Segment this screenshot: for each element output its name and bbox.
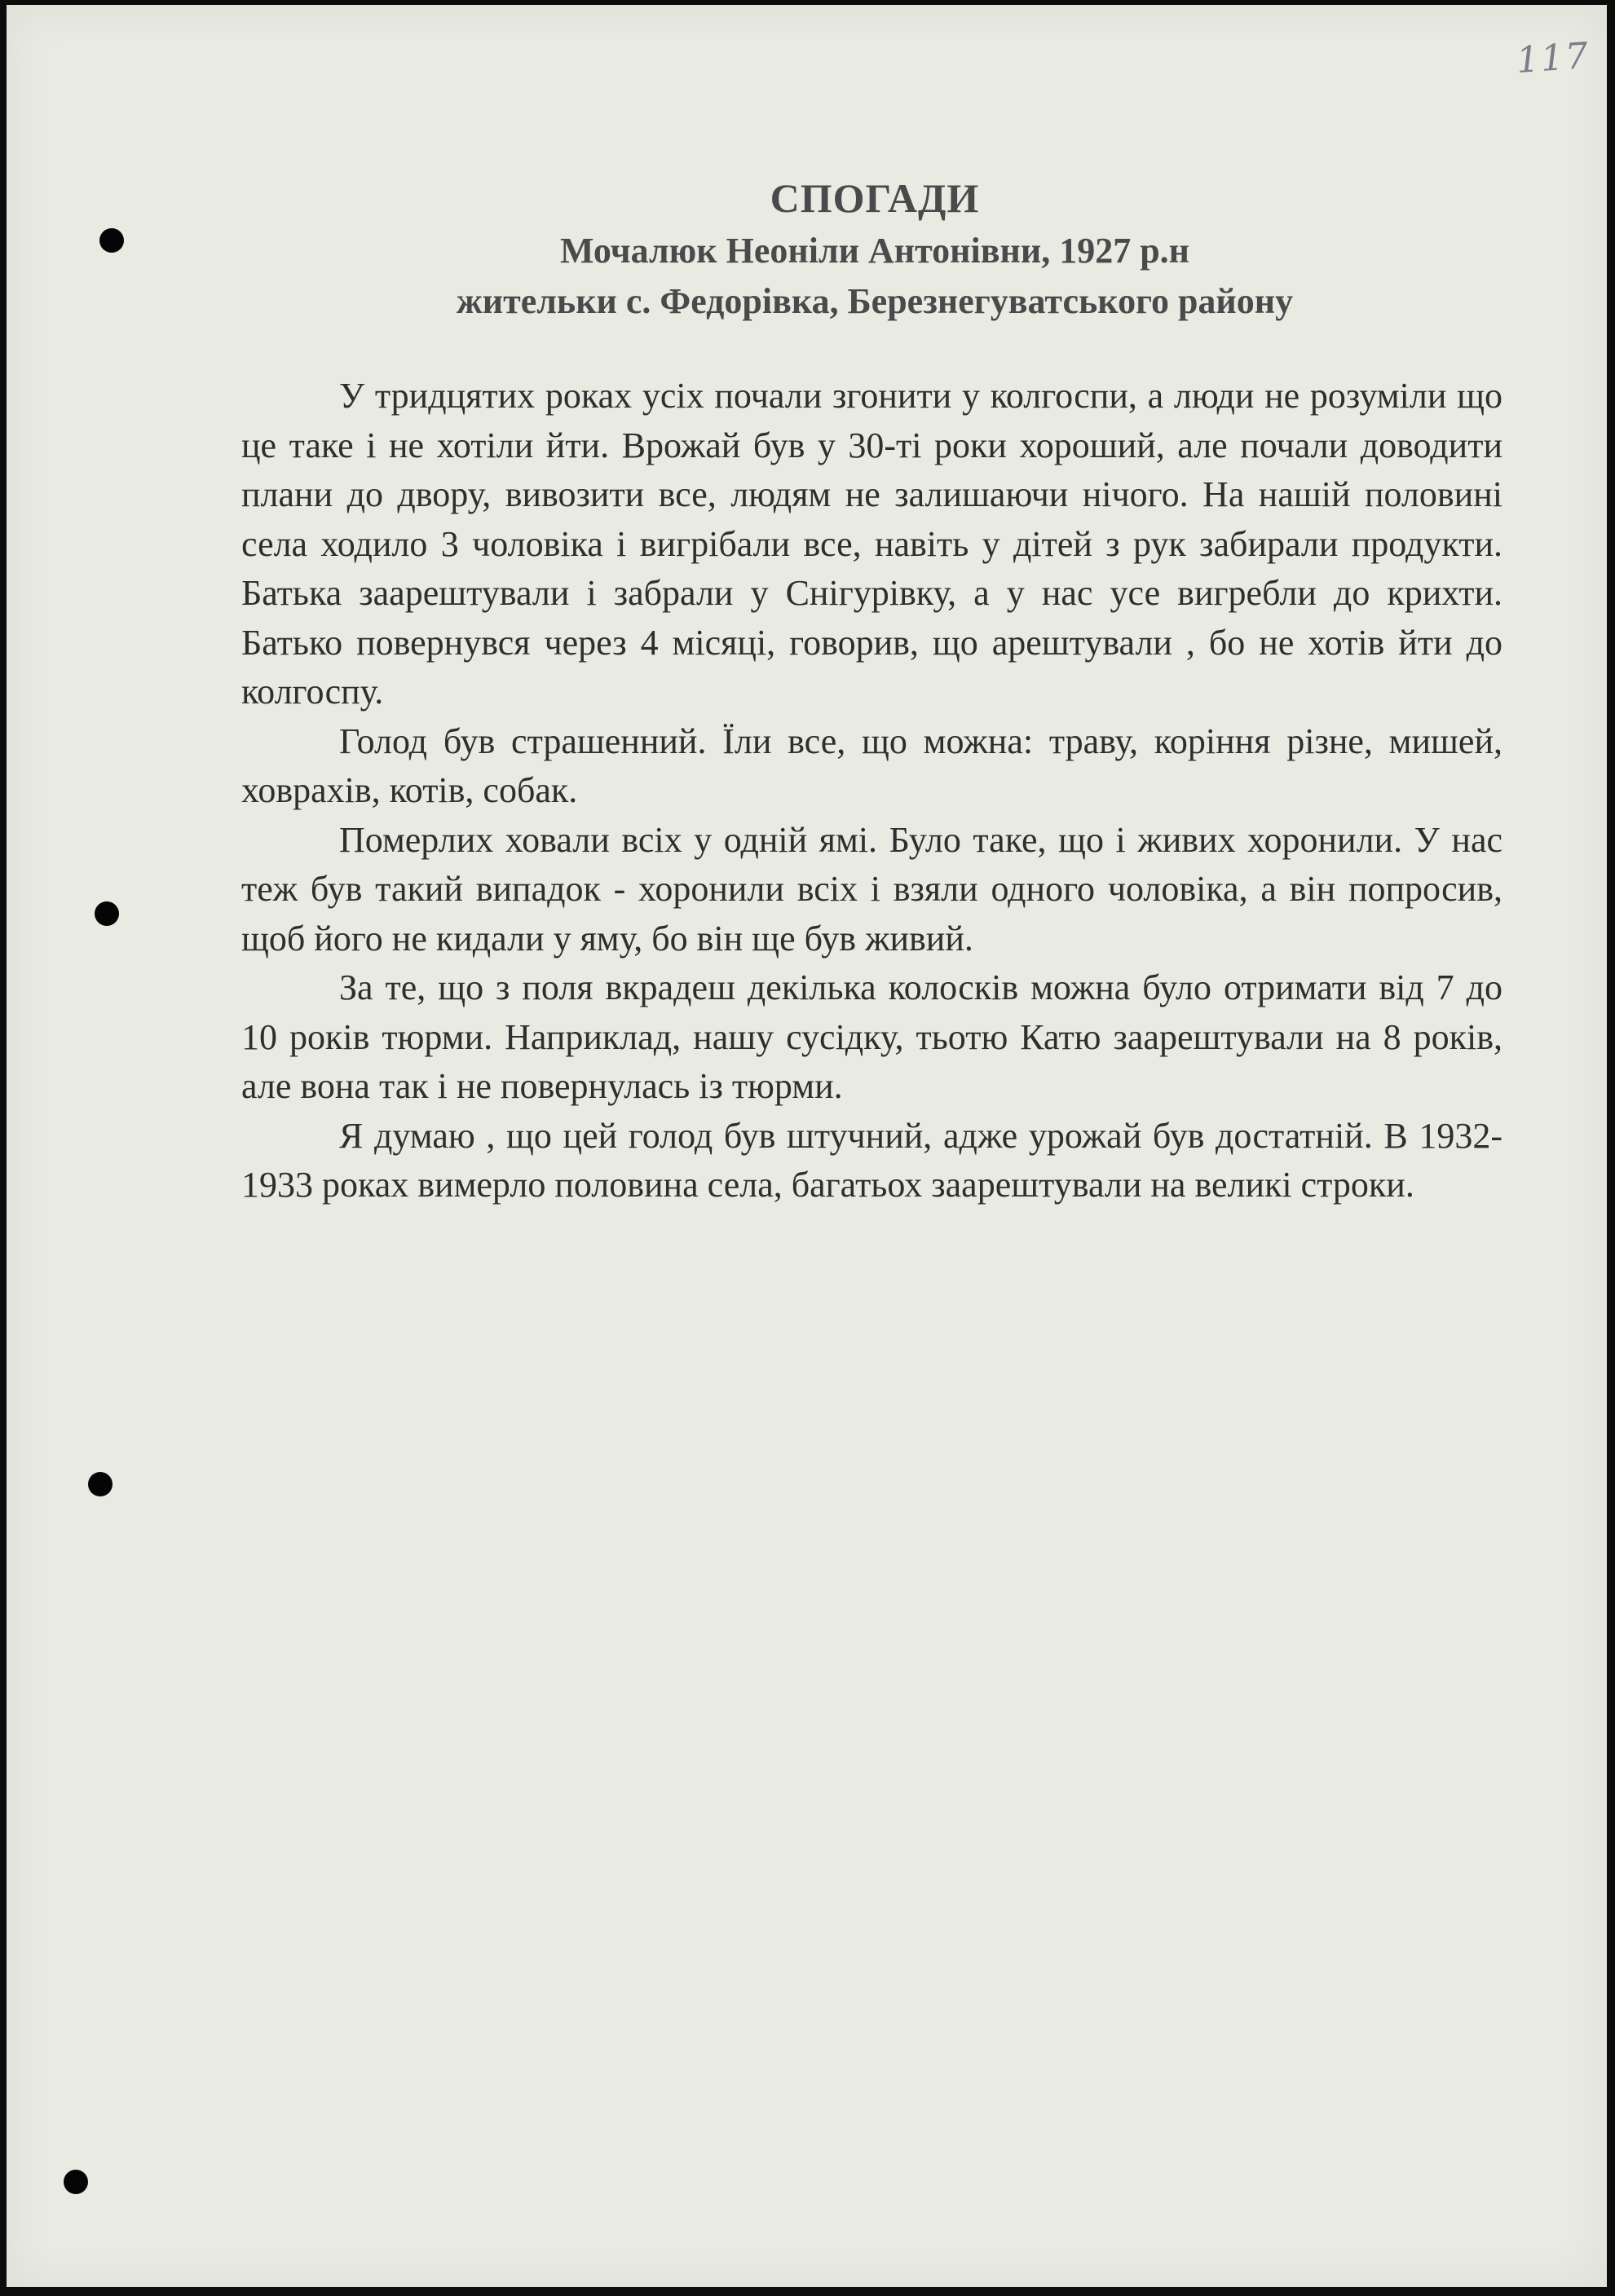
punch-hole-4	[64, 2170, 88, 2194]
paragraph-5: Я думаю , що цей голод був штучний, адже урожай був достатній. В 1932-1933 роках вимерло половина села, багатьох заарештували на великі строки.	[241, 1115, 1502, 1205]
paragraph-1: У тридцятих роках усіх почали згонити у колгоспи, а люди не розуміли що це таке і не хотіли йти. Врожай був у 30-ті роки хороший, але почали доводити плани до двору, вивозити все, людям не залишаючи нічого. На нашій половині села ходило 3 чоловіка і вигрібали все, навіть у дітей з рук забирали продукти. Батька заарештували і забрали у Снігурівку, а у нас усе вигребли до крихти. Батько повернувся через 4 місяці, говорив, що арештували , бо не хотів йти до колгоспу.	[241, 376, 1502, 712]
punch-hole-2	[95, 901, 119, 926]
paragraph-2: Голод був страшенний. Їли все, що можна: траву, коріння різне, мишей, ховрахів, котів, собак.	[241, 721, 1502, 810]
document-page	[7, 5, 1607, 2287]
punch-hole-3	[88, 1472, 113, 1496]
document-body	[241, 372, 1502, 1210]
paragraph-4: За те, що з поля вкрадеш декілька колосків можна було отримати від 7 до 10 років тюрми. Наприклад, нашу сусідку, тьотю Катю заарештували на 8 років, але вона так і не повернулась із тюрми.	[241, 967, 1502, 1106]
document-subtitle-residence: жительки с. Федорівка, Березнегуватського району	[456, 281, 1294, 321]
page-number: 117	[1515, 34, 1591, 82]
paragraph-3: Померлих ховали всіх у одній ямі. Було таке, що і живих хоронили. У нас теж був такий випадок - хоронили всіх і взяли одного чоловіка, а він попросив, щоб його не кидали у яму, бо він ще був живий.	[241, 819, 1502, 959]
document-subtitle-author: Мочалюк Неоніли Антонівни, 1927 р.н	[559, 231, 1190, 271]
document-title: СПОГАДИ	[770, 175, 980, 221]
